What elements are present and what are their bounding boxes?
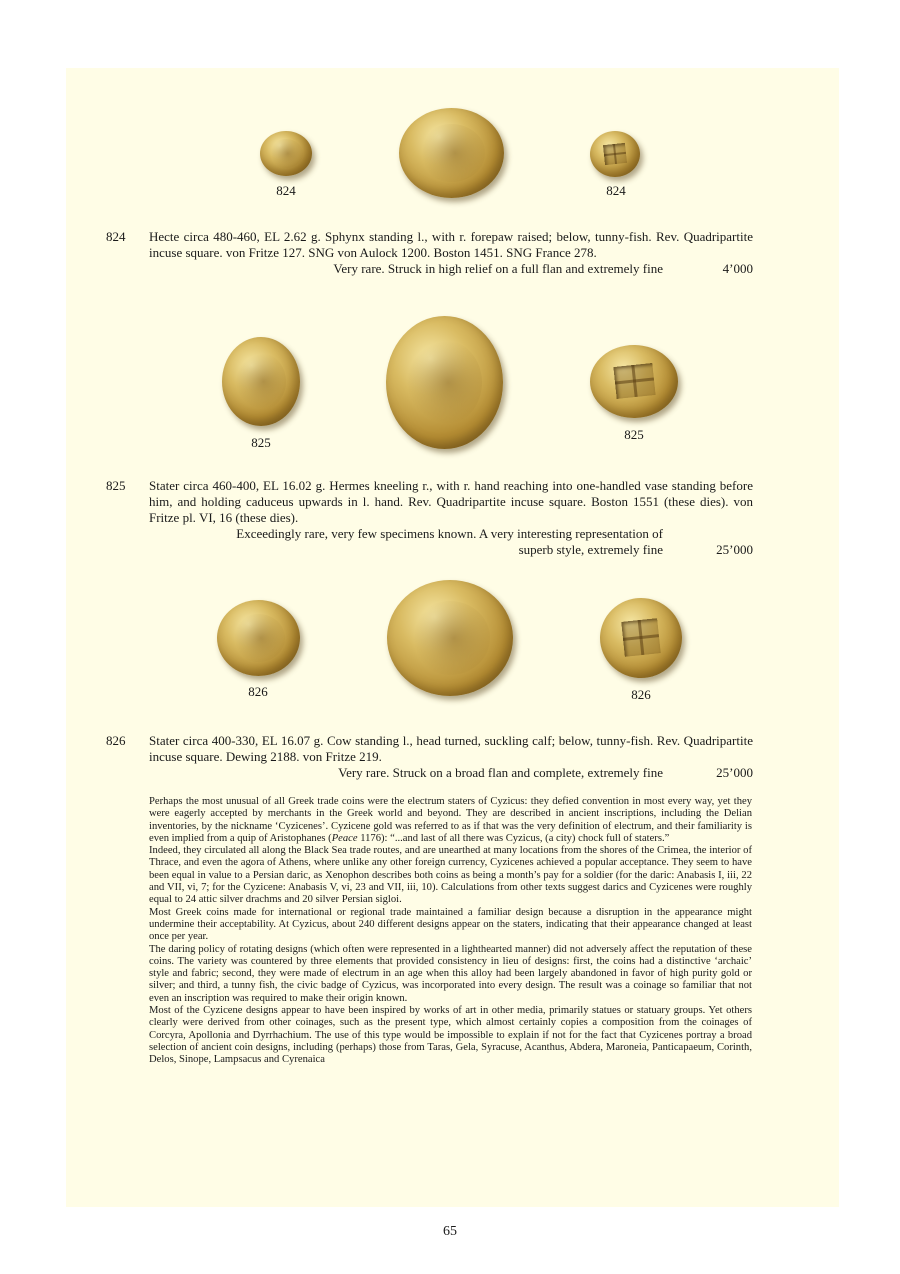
coin-825-reverse-image [590, 345, 678, 418]
lot-description: Stater circa 460-400, EL 16.02 g. Hermes kneeling r., with r. hand reaching into one-handled vase standing before him, and holding caduceus upwards in l. hand. Rev. Quadripartite incuse square. Boston 1551 (these dies). von Fritze pl. VI, 16 (these dies). [149, 478, 753, 525]
lot-824-entry [106, 229, 753, 277]
coin-825-obverse-image [222, 337, 300, 426]
coin-826-reverse-image [600, 598, 682, 678]
lot-number: 826 [106, 733, 126, 748]
lot-grade: Very rare. Struck on a broad flan and complete, extremely fine [338, 765, 663, 780]
lot-number: 824 [106, 229, 126, 244]
lot-grade: Exceedingly rare, very few specimens known. A very interesting representation of [236, 526, 663, 541]
coin-label-826-reverse: 826 [631, 687, 651, 702]
lot-price: 25’000 [716, 542, 753, 557]
essay-paragraph: The daring policy of rotating designs (which often were represented in a lighthearted manner) did not adversely affect the reputation of these coins. The variety was countered by three elements that provided consistency in lieu of designs: first, the coins had a distinctive ‘archaic’ style and fabric; second, they were made of electrum in an age when this alloy had been largely abandoned in favor of high purity gold or silver; and third, a tunny fish, the civic badge of Cyzicus, was incorporated into every design. The result was a coinage so familiar that not even an inscription was required to make their origin known. [149, 943, 752, 1004]
coin-826-obverse-image [217, 600, 300, 676]
lot-825-entry [106, 478, 753, 558]
cyzicus-essay [149, 796, 752, 1067]
essay-paragraph: Most of the Cyzicene designs appear to have been inspired by works of art in other media, primarily statues or statuary groups. Yet others clearly were derived from other coinages, such as the present type, which almost certainly copies a composition from the coinages of Corcyra, Apollonia and Dyrrhachium. The use of this type would be impossible to explain if not for the fact that Cyzicenes portray a broad selection of ancient coin designs, including (perhaps) those from Taras, Gela, Syracuse, Acanthus, Abdera, Maroneia, Panticapaeum, Corinth, Delos, Sinope, Lampsacus and Cyrenaica [149, 1005, 752, 1066]
coin-824-reverse-image [590, 131, 640, 177]
lot-grade: Very rare. Struck in high relief on a full flan and extremely fine [333, 261, 663, 276]
page-number: 65 [443, 1224, 457, 1239]
coin-label-825-obverse: 825 [251, 435, 271, 450]
essay-paragraph: Indeed, they circulated all along the Black Sea trade routes, and are unearthed at many locations from the shores of the Crimea, the interior of Thrace, and even the agora of Athens, where unlike any other foreign currency, Cyzicenes achieved a popular acceptance. They seem to have been equal in value to a Persian daric, as Xenophon describes both coins as being a month’s pay for a soldier (for the daric: Anabasis I, iii, 22 and VII, vi, 7; for the Cyzicene: Anabasis V, vi, 23 and VII, iii, 10). Calculations from other texts suggest darics and Cyzicenes were roughly equal to 24 attic silver drachms and 20 silver Persian sigloi. [149, 845, 752, 906]
lot-grade-continued: superb style, extremely fine [518, 542, 663, 557]
coin-824-obverse-image [260, 131, 312, 176]
coin-label-824-reverse: 824 [606, 183, 626, 198]
coin-label-824-obverse: 824 [276, 183, 296, 198]
essay-paragraph: Most Greek coins made for international or regional trade maintained a familiar design because a disruption in the appearance might undermine their acceptability. At Cyzicus, about 240 different designs appear on the staters, indicating that their appearance changed at least once per year. [149, 906, 752, 943]
lot-description: Hecte circa 480-460, EL 2.62 g. Sphynx standing l., with r. forepaw raised; below, tunny-fish. Rev. Quadripartite incuse square. von Fritze 127. SNG von Aulock 1200. Boston 1451. SNG France 278. [149, 229, 753, 260]
lot-price: 4’000 [722, 261, 753, 276]
coin-label-825-reverse: 825 [624, 427, 644, 442]
coin-label-826-obverse: 826 [248, 684, 268, 699]
lot-price: 25’000 [716, 765, 753, 780]
lot-number: 825 [106, 478, 126, 493]
lot-826-entry [106, 733, 753, 781]
coin-825-obverse-enlarged-image [386, 316, 503, 449]
essay-paragraph: Perhaps the most unusual of all Greek trade coins were the electrum staters of Cyzicus: they defied convention in most every way, yet they were eagerly accepted by merchants in the Greek world and beyond. They are described in ancient inscriptions, including the Delian inventories, by the nickname ‘Cyzicenes’. Cyzicene gold was referred to as if that was the very definition of electrum, and their familiarity is even implied from a quip of Aristophanes (Peace 1176): “...and last of all there was Cyzicus, (a city) chock full of staters.” [149, 796, 752, 844]
coin-826-obverse-enlarged-image [387, 580, 513, 696]
coin-824-obverse-enlarged-image [399, 108, 504, 198]
lot-description: Stater circa 400-330, EL 16.07 g. Cow standing l., head turned, suckling calf; below, tunny-fish. Rev. Quadripartite incuse square. Dewing 2188. von Fritze 219. [149, 733, 753, 764]
